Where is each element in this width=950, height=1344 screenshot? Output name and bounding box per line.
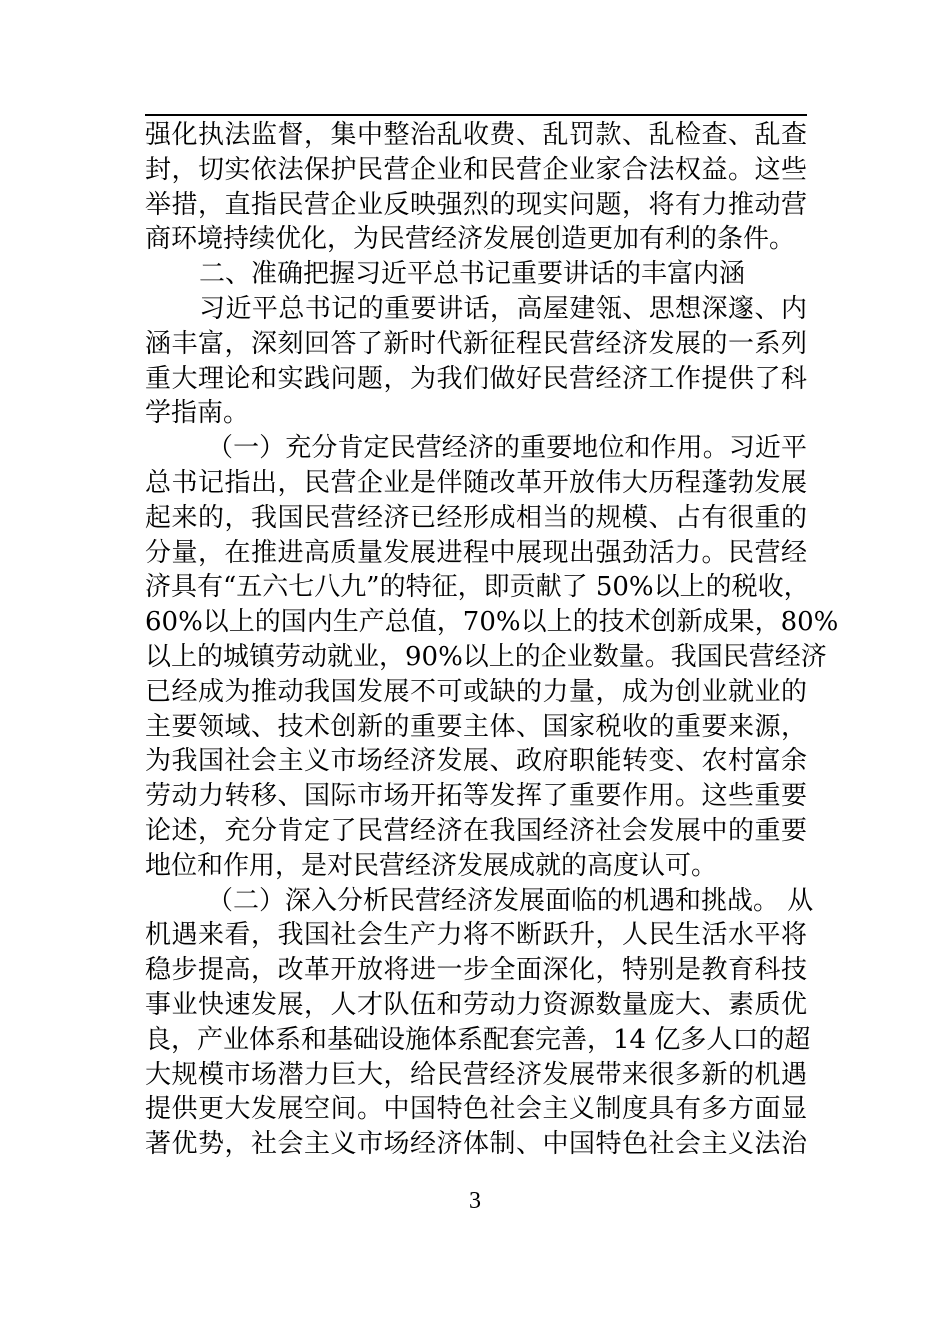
body-line: 涵丰富，深刻回答了新时代新征程民营经济发展的一系列	[145, 328, 807, 359]
body-line: 60%以上的国内生产总值，70%以上的技术创新成果，80%	[145, 607, 839, 638]
page-number: 3	[469, 1188, 481, 1214]
body-line: 著优势，社会主义市场经济体制、中国特色社会主义法治	[145, 1129, 807, 1160]
body-line: 提供更大发展空间。中国特色社会主义制度具有多方面显	[145, 1094, 807, 1125]
body-line: 商环境持续优化，为民营经济发展创造更加有利的条件。	[145, 224, 796, 255]
section-heading: 二、准确把握习近平总书记重要讲话的丰富内涵	[199, 259, 746, 290]
document-body	[145, 118, 839, 1162]
body-line: 主要领域、技术创新的重要主体、国家税收的重要来源，	[145, 711, 807, 742]
body-line: 举措，直指民营企业反映强烈的现实问题，将有力推动营	[145, 189, 807, 220]
body-line: 总书记指出，民营企业是伴随改革开放伟大历程蓬勃发展	[145, 467, 807, 498]
body-line: 济具有“五六七八九”的特征，即贡献了 50%以上的税收，	[145, 572, 810, 603]
body-line: 封，切实依法保护民营企业和民营企业家合法权益。这些	[145, 154, 807, 185]
body-line: 已经成为推动我国发展不可或缺的力量，成为创业就业的	[145, 676, 807, 707]
header-rule	[145, 114, 807, 116]
body-line: 为我国社会主义市场经济发展、政府职能转变、农村富余	[145, 746, 807, 777]
body-line: 机遇来看，我国社会生产力将不断跃升，人民生活水平将	[145, 920, 807, 951]
body-line: 地位和作用，是对民营经济发展成就的高度认可。	[145, 850, 718, 881]
subsection-line: （二）深入分析民营经济发展面临的机遇和挑战。 从	[207, 885, 814, 916]
body-line: 论述，充分肯定了民营经济在我国经济社会发展中的重要	[145, 815, 807, 846]
body-line: 大规模市场潜力巨大，给民营经济发展带来很多新的机遇	[145, 1059, 807, 1090]
body-line: 起来的，我国民营经济已经形成相当的规模、占有很重的	[145, 502, 807, 533]
body-line: 劳动力转移、国际市场开拓等发挥了重要作用。这些重要	[145, 781, 807, 812]
body-line: 事业快速发展，人才队伍和劳动力资源数量庞大、素质优	[145, 989, 807, 1020]
body-line: 重大理论和实践问题，为我们做好民营经济工作提供了科	[145, 363, 807, 394]
body-line: 稳步提高，改革开放将进一步全面深化，特别是教育科技	[145, 955, 807, 986]
body-line: 习近平总书记的重要讲话，高屋建瓴、思想深邃、内	[199, 293, 807, 324]
body-line: 分量，在推进高质量发展进程中展现出强劲活力。民营经	[145, 537, 807, 568]
body-line: 学指南。	[145, 398, 250, 429]
subsection-line: （一）充分肯定民营经济的重要地位和作用。习近平	[207, 433, 807, 464]
body-line: 以上的城镇劳动就业，90%以上的企业数量。我国民营经济	[145, 641, 827, 672]
body-line: 强化执法监督，集中整治乱收费、乱罚款、乱检查、乱查	[145, 120, 807, 150]
body-line: 良，产业体系和基础设施体系配套完善，14 亿多人口的超	[145, 1024, 811, 1055]
